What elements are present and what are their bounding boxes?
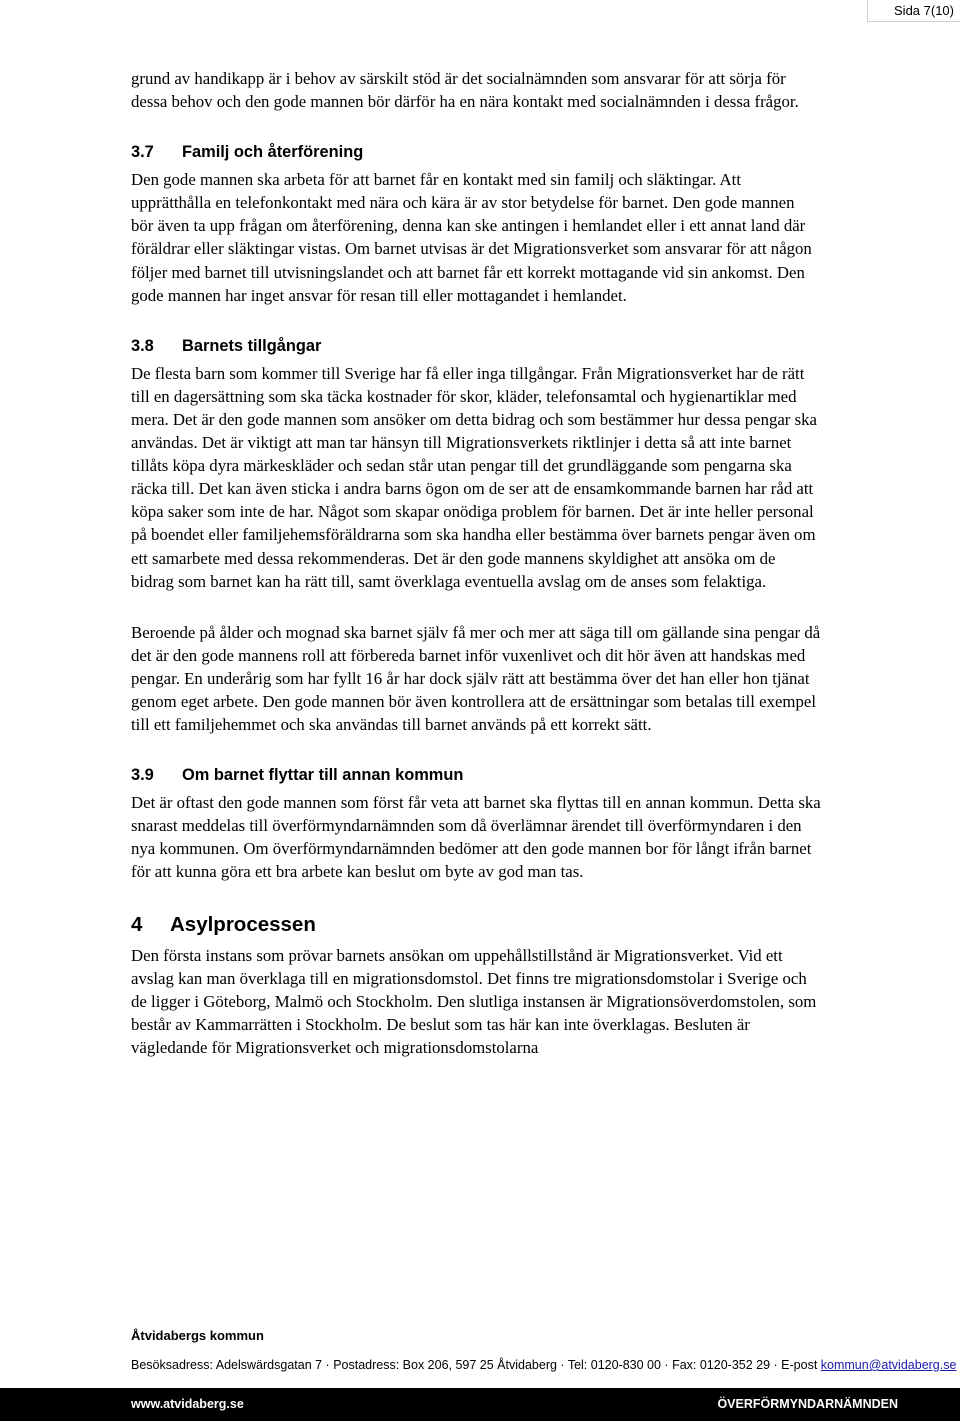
section-3-8-paragraph-1: De flesta barn som kommer till Sverige har få eller inga tillgångar. Från Migrationsverket har de rätt till en dagersättning som ska täcka kostnader för skor, kläder, telefonsamtal och hygienartiklar med mera. Det är den gode mannen som ansöker om detta bidrag och som bestämmer hur dessa pengar ska användas. Det är viktigt att man tar hänsyn till Migrationsverkets riktlinjer i detta så att inte barnet tillåts köpa dyra märkeskläder och sedan står utan pengar till det grundläggande som pengarna ska räcka till. Det kan även sticka i andra barns ögon om de ser att de ensamkommande barnen har råd att köpa saker som inte de har. Något som skapar onödiga problem för barnen. Det är inte heller personal på boendet eller familjehemsföräldrarna som ska handha eller bestämma över barnets pengar även om ett samarbete med dessa rekommenderas. Det är den gode mannens skyldighet att ansöka om de bidrag som barnet kan ha rätt till, samt överklaga eventuella avslag om de anses som felaktiga. (131, 363, 817, 591)
section-title: Om barnet flyttar till annan kommun (182, 766, 464, 785)
section-title: Barnets tillgångar (182, 336, 322, 355)
section-number: 3.9 (131, 766, 154, 785)
section-3-7-paragraph: Den gode mannen ska arbeta för att barnet får en kontakt med sin familj och släktingar. Att upprätthålla en telefonkontakt med nära och kära är av stor betydelse för barnet. Den gode mannen bör även ta upp frågan om återförening, denna kan ske antingen i hemlandet eller i ett annat land där föräldrar eller släktingar vistas. Om barnet utvisas är det Migrationsverket som ansvarar för att någon följer med barnet till utvisningslandet och att barnet får ett korrekt mottagande vid sin ankomst. Den gode mannen har inget ansvar för resan till eller mottagandet i hemlandet. (131, 170, 812, 305)
section-4-heading (131, 912, 821, 944)
section-title: Asylprocessen (170, 912, 316, 936)
section-3-7-heading (131, 141, 821, 168)
section-3-8-heading (131, 335, 821, 362)
footer-bar (0, 1388, 960, 1421)
section-title: Familj och återförening (182, 143, 364, 162)
section-3-8-paragraph-2: Beroende på ålder och mognad ska barnet själv få mer och mer att säga till om gällande sina pengar då det är den gode mannens roll att förbereda barnet inför vuxenlivet och dit hör även att handskas med pengar. En underårig som har fyllt 16 år har dock själv rätt att bestämma över det han eller hon tjänat genom eget arbete. Den gode mannen bör även kontrollera att de ersättningar som betalas till exempel till ett familjehemmet och ska användas till barnet används på ett korrekt sätt. (131, 622, 821, 735)
section-3-9-paragraph: Det är oftast den gode mannen som först får veta att barnet ska flyttas till en annan kommun. Detta ska snarast meddelas till överförmyndarnämnden som då överlämnar ärendet till överförmyndaren i den nya kommunen. Om överförmyndarnämnden bedömer att den gode mannen bor för långt ifrån barnet för att kunna göra ett bra arbete kan beslut om byte av god man tas. (131, 793, 821, 882)
page-number: Sida 7(10) (867, 0, 960, 22)
footer-address (131, 1358, 957, 1372)
section-4-paragraph: Den första instans som prövar barnets ansökan om uppehållstillstånd är Migrationsverket. Vid ett avslag kan man överklaga till en migrationsdomstol. Det finns tre migrationsdomstolar i Sverige och de ligger i Göteborg, Malmö och Stockholm. Den slutliga instansen är Migrationsöverdomstolen, som består av Kammarrätten i Stockholm. De beslut som tas här kan inte överklagas. Besluten är vägledande för Migrationsverket och migrationsdomstolarna (131, 945, 817, 1057)
footer-organization: Åtvidabergs kommun (131, 1328, 264, 1343)
section-3-9-heading (131, 764, 821, 791)
footer-website[interactable]: www.atvidaberg.se (131, 1397, 244, 1411)
intro-paragraph: grund av handikapp är i behov av särskilt stöd är det socialnämnden som ansvarar för att sörja för dessa behov och den gode mannen bör därför ha en nära kontakt med socialnämnden i dessa frågor. (131, 69, 799, 112)
section-number: 4 (131, 912, 143, 936)
footer-email-link[interactable]: kommun@atvidaberg.se (820, 1358, 957, 1372)
footer-department: ÖVERFÖRMYNDARNÄMNDEN (717, 1397, 898, 1411)
section-number: 3.7 (131, 143, 154, 162)
document-body (131, 67, 821, 1059)
footer-address-text: Besöksadress: Adelswärdsgatan 7 · Postadress: Box 206, 597 25 Åtvidaberg · Tel: 0120-830 00 · Fax: 0120-352 29 · E-post (131, 1358, 821, 1372)
section-number: 3.8 (131, 336, 154, 355)
